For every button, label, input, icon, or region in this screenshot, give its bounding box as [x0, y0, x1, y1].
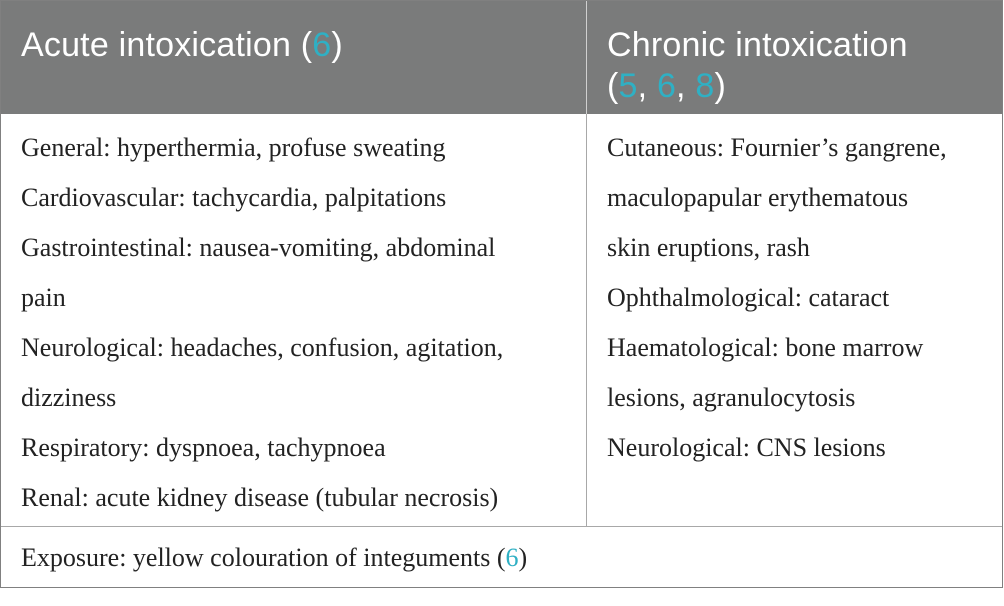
exposure-row: Exposure: yellow colouration of integuments (6): [21, 543, 528, 572]
acute-line: dizziness: [21, 383, 117, 412]
header-divider: [586, 1, 587, 114]
chronic-symptoms-cell: [607, 123, 997, 473]
chronic-line: Ophthalmological: cataract: [607, 283, 890, 312]
acute-line: General: hyperthermia, profuse sweating: [21, 133, 446, 162]
acute-line: Cardiovascular: tachycardia, palpitations: [21, 183, 447, 212]
header-chronic: Chronic intoxication (5, 6, 8): [607, 26, 908, 105]
acute-line: Renal: acute kidney disease (tubular necrosis): [21, 483, 499, 512]
header-chronic-ref-3[interactable]: 8: [695, 67, 715, 105]
chronic-line: Neurological: CNS lesions: [607, 433, 886, 462]
header-acute-title: Acute intoxication: [21, 26, 292, 64]
row-divider: [1, 526, 1002, 527]
acute-line: pain: [21, 283, 66, 312]
chronic-line: lesions, agranulocytosis: [607, 383, 856, 412]
header-acute-ref[interactable]: 6: [312, 26, 332, 64]
chronic-line: Cutaneous: Fournier’s gangrene,: [607, 133, 947, 162]
header-acute: Acute intoxication (6): [21, 26, 343, 64]
chronic-line: maculopapular erythematous: [607, 183, 909, 212]
exposure-ref[interactable]: 6: [505, 543, 519, 572]
header-chronic-title: Chronic intoxication: [607, 26, 908, 64]
header-chronic-ref-1[interactable]: 5: [618, 67, 638, 105]
acute-symptoms-cell: [21, 123, 581, 523]
column-divider: [586, 114, 587, 526]
acute-line: Gastrointestinal: nausea-vomiting, abdominal: [21, 233, 496, 262]
exposure-text: Exposure: yellow colouration of integuments: [21, 543, 491, 572]
chronic-line: Haematological: bone marrow: [607, 333, 924, 362]
table-header: [1, 1, 1002, 114]
header-chronic-ref-2[interactable]: 6: [656, 67, 677, 105]
acute-line: Neurological: headaches, confusion, agitation,: [21, 333, 504, 362]
chronic-line: skin eruptions, rash: [607, 233, 810, 262]
acute-line: Respiratory: dyspnoea, tachypnoea: [21, 433, 386, 462]
